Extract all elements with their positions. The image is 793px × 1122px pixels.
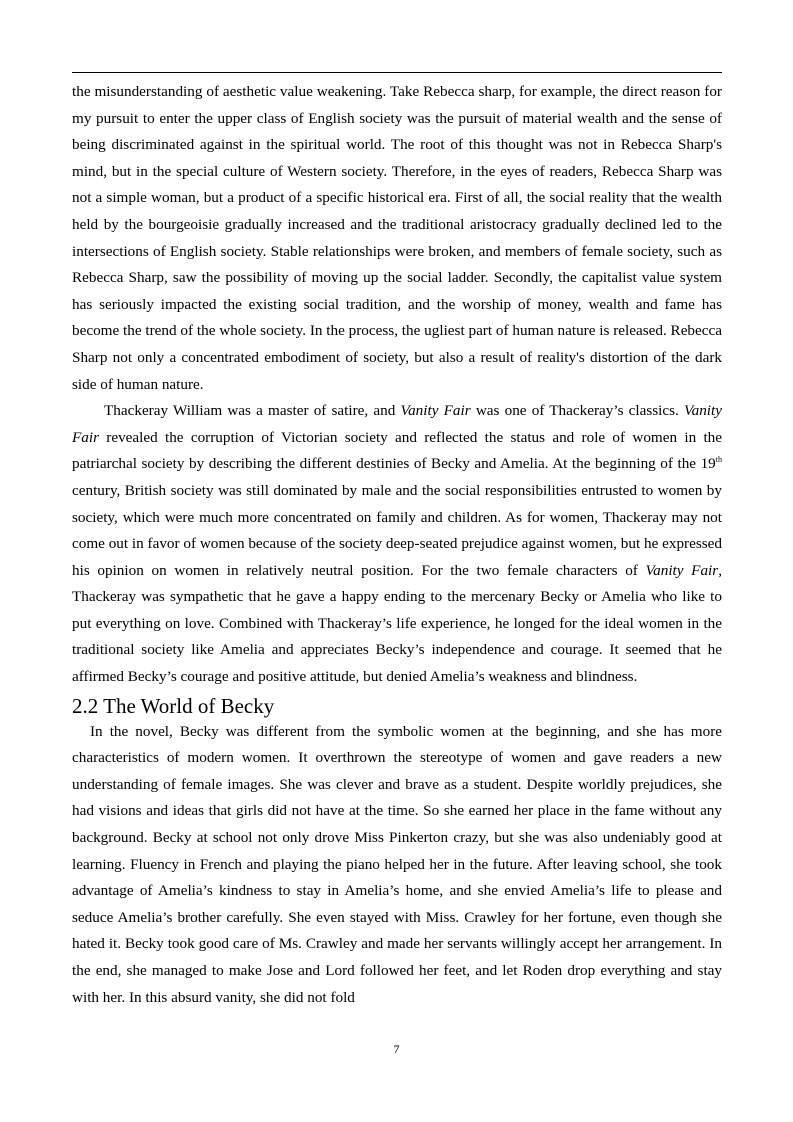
ordinal-superscript: th — [715, 455, 722, 465]
section-heading: 2.2 The World of Becky — [72, 693, 275, 718]
paragraph-text: , Thackeray was sympathetic that he gave a happy ending to the mercenary Becky or Amelia who like to put everything on love. Combined with Thackeray’s life experience, he longed for the ideal women in the traditional society like Amelia and appreciates Becky’s independence and courage. It seemed that he affirmed Becky’s courage and positive attitude, but denied Amelia’s weakness and blindness. — [72, 561, 722, 686]
paragraph-becky-world: In the novel, Becky was different from the symbolic women at the beginning, and she has more characteristics of modern women. It overthrown the stereotype of women and gave readers a new understanding of female images. She was clever and brave as a student. Despite worldly prejudices, she had visions and ideas that girls did not have at the time. So she earned her place in the fame without any background. Becky at school not only drove Miss Pinkerton crazy, but she was also undeniably good at learning. Fluency in French and playing the piano helped her in the future. After leaving school, she took advantage of Amelia’s kindness to stay in Amelia’s home, and she envied Amelia’s life to please and seduce Amelia’s brother carefully. She even stayed with Miss. Crawley for her fortune, even though she hated it. Becky took good care of Ms. Crawley and made her servants willingly accept her arrangement. In the end, she managed to make Jose and Lord followed her feet, and let Roden drop everything and stay with her. In this absurd vanity, she did not fold — [72, 722, 722, 1006]
paragraph-rebecca-sharp: the misunderstanding of aesthetic value weakening. Take Rebecca sharp, for example, the direct reason for my pursuit to enter the upper class of English society was the pursuit of material wealth and the sense of being discriminated against in the spiritual world. The root of this thought was not in Rebecca Sharp's mind, but in the special culture of Western society. Therefore, in the eyes of readers, Rebecca Sharp was not a simple woman, but a product of a specific historical era. First of all, the social reality that the wealth held by the bourgeoisie gradually increased and the traditional aristocracy gradually declined led to the intersections of English society. Stable relationships were broken, and members of female society, such as Rebecca Sharp, saw the possibility of moving up the social ladder. Secondly, the capitalist value system has seriously impacted the existing social tradition, and the worship of money, wealth and fame has become the trend of the whole society. In the process, the ugliest part of human nature is released. Rebecca Sharp not only a concentrated embodiment of society, but also a result of reality's distortion of the dark side of human nature. — [72, 83, 722, 393]
book-title: Vanity Fair — [72, 402, 722, 446]
paragraph-text: revealed the corruption of Victorian society and reflected the status and role of women in the patriarchal society by describing the different destinies of Becky and Amelia. At the beginning of the 19 — [72, 428, 722, 473]
book-title: Vanity Fair — [400, 402, 471, 420]
paragraph-text: Thackeray William was a master of satire, and — [104, 402, 401, 420]
paragraph-thackeray — [72, 398, 722, 691]
paragraph-text: century, British society was still dominated by male and the social responsibilities entrusted to women by society, which were much more concentrated on family and children. As for women, Thackeray may not come out in favor of women because of the society deep-seated prejudice against women, but he expressed his opinion on women in relatively neutral position. For the two female characters of — [72, 481, 722, 579]
paragraph-text: was one of Thackeray’s classics. — [470, 402, 685, 420]
header-rule — [72, 72, 722, 73]
page-body — [72, 79, 722, 1011]
book-title: Vanity Fair — [645, 561, 719, 579]
page-number: 7 — [393, 1042, 400, 1056]
